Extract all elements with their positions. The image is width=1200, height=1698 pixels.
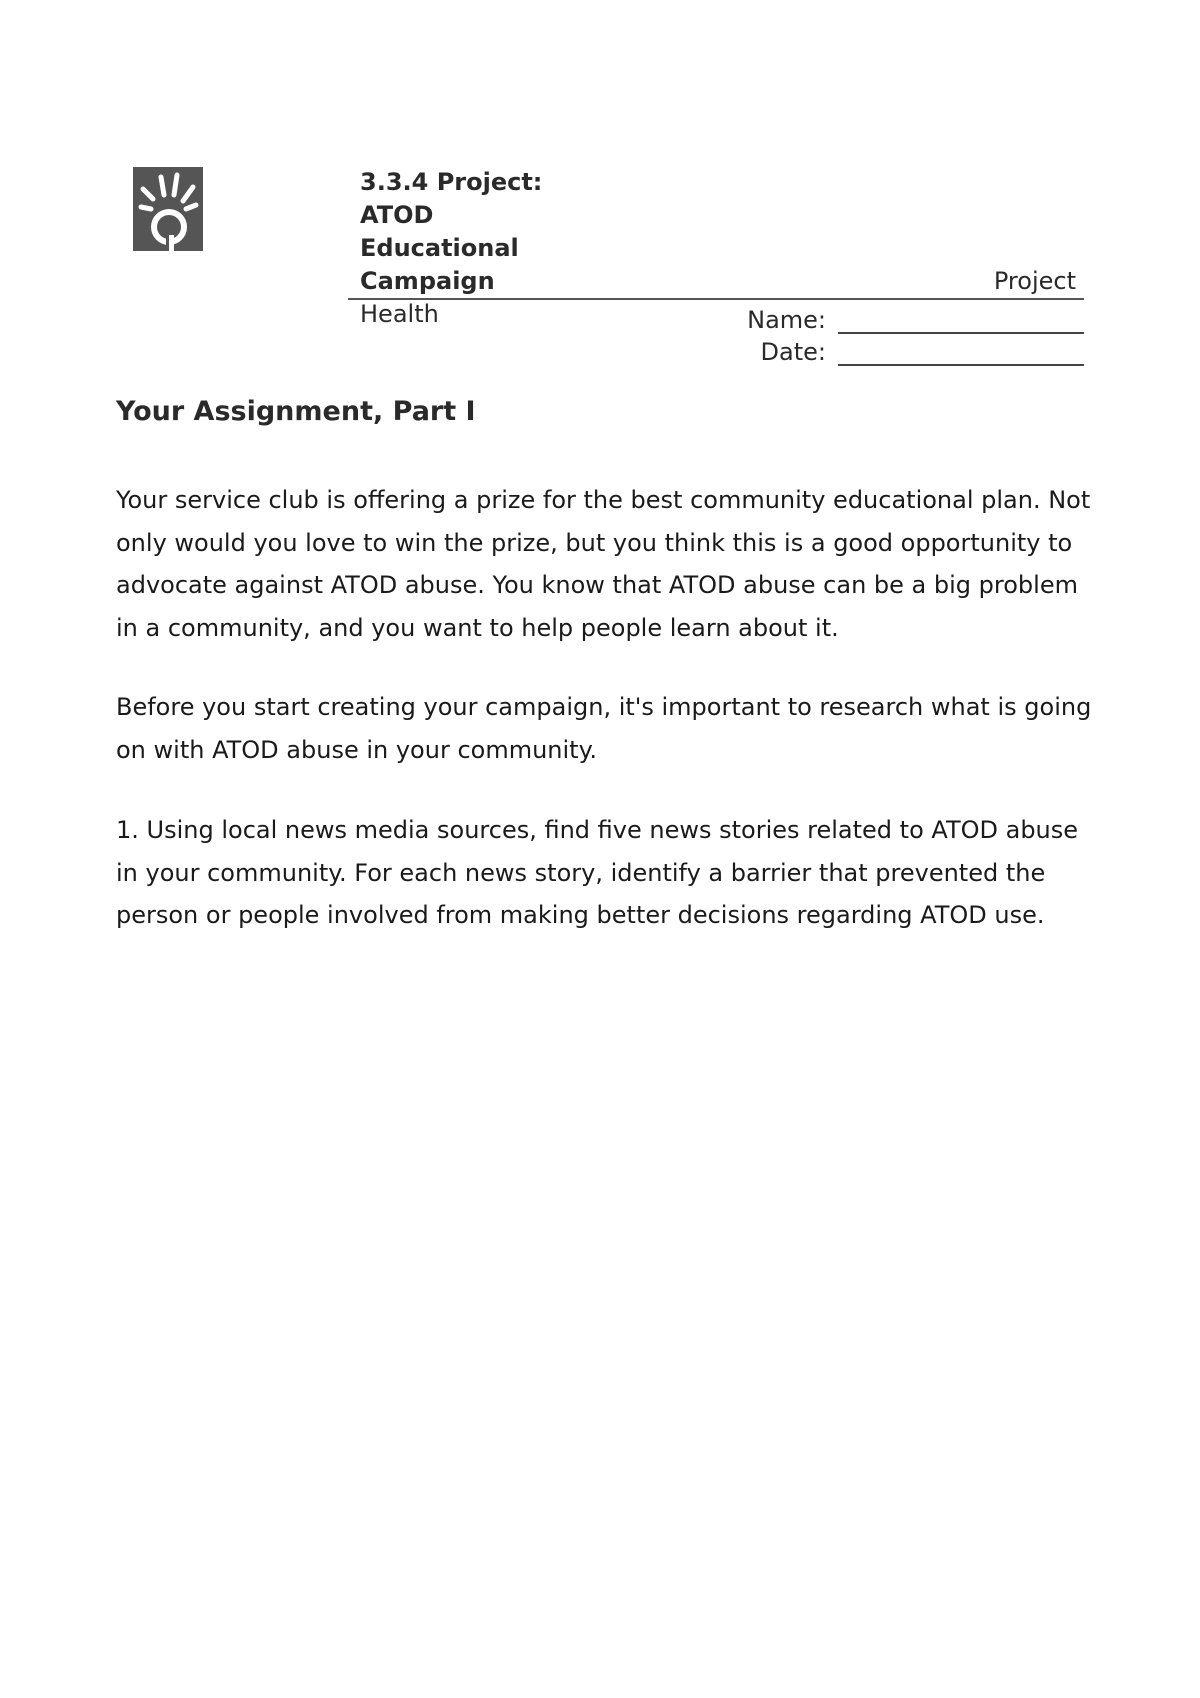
title-line-4: Campaign [360,267,495,295]
title-line-3: Educational [360,234,519,262]
document-title [360,166,1084,298]
date-field-row [761,338,1084,366]
title-row-last [360,265,1084,298]
paragraph-task-1: 1. Using local news media sources, find five news stories related to ATOD abuse in your community. For each news story, identify a barrier that prevented the person or people involved from making better decisions regarding ATOD use. [116,816,1079,929]
date-blank-line[interactable] [838,338,1084,366]
name-field-row [747,306,1084,334]
subject-row [348,300,1084,380]
title-line-1: 3.3.4 Project: [360,168,543,196]
paragraph-research: Before you start creating your campaign, it's important to research what is going on with ATOD abuse in your community. [116,693,1092,764]
name-label: Name: [747,306,826,334]
date-label: Date: [760,338,826,366]
paragraph-intro: Your service club is offering a prize for the best community educational plan. Not only would you love to win the prize, but you think this is a good opportunity to advocate against ATOD abuse. You know that ATOD abuse can be a big problem in a community, and you want to help people learn about it. [116,486,1091,642]
subject-label: Health [360,300,439,328]
section-heading: Your Assignment, Part I [116,396,476,427]
doc-type-label: Project [993,267,1076,295]
title-line-2: ATOD [360,201,434,229]
sunburst-head-logo-icon [133,167,203,251]
document-header [348,166,1084,380]
name-blank-line[interactable] [838,306,1084,334]
